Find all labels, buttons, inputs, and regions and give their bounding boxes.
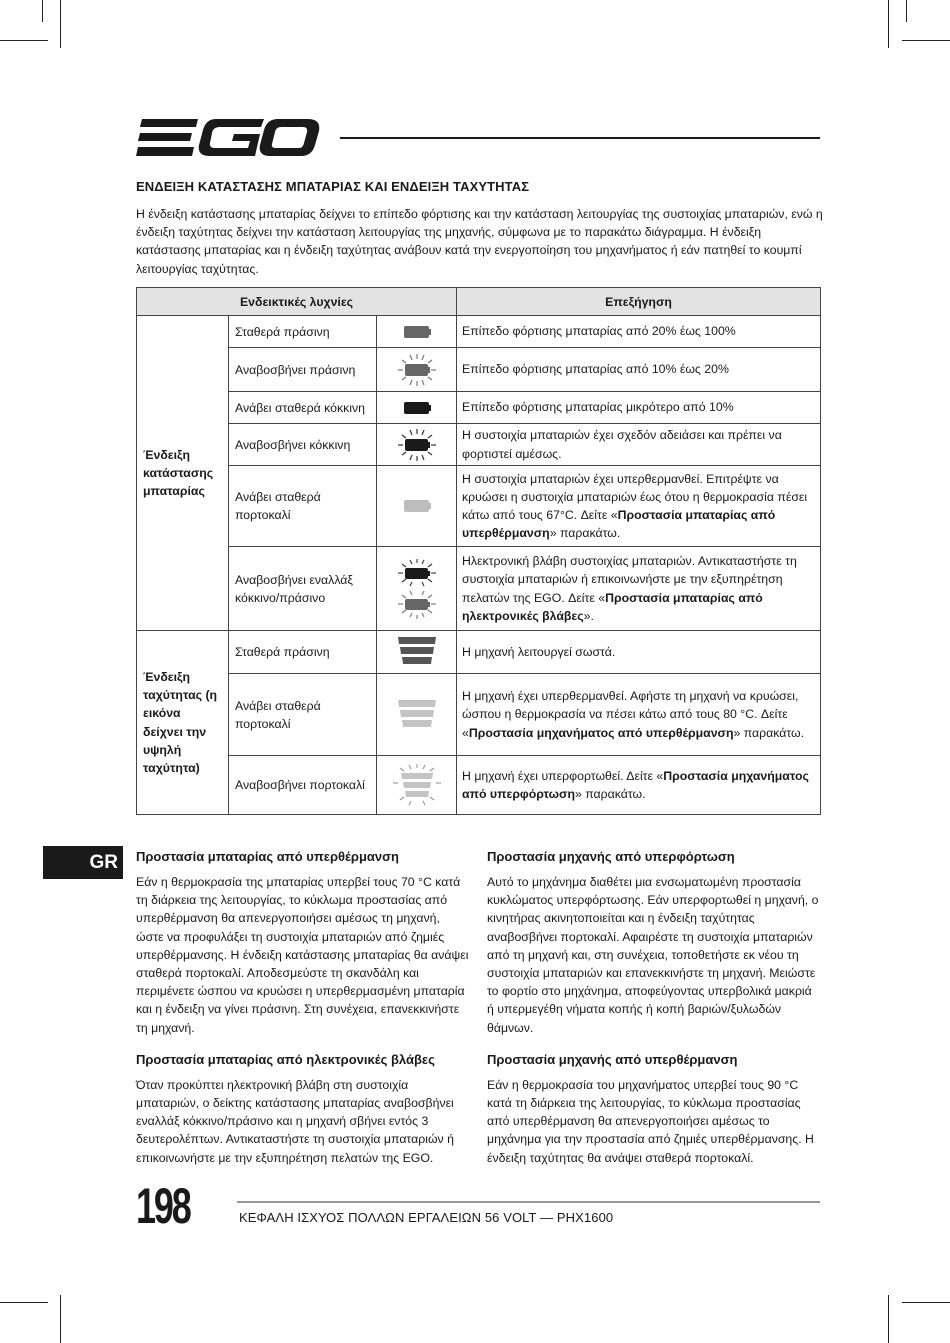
- table-row: [137, 547, 821, 631]
- speed-group-label: Ένδειξη ταχύτητας (η εικόνα δείχνει την υψηλή ταχύτητα): [137, 631, 229, 815]
- machine-overheat-body: Εάν η θερμοκρασία του μηχανήματος υπερβεί τους 90 °C κατά τη διάρκεια της λειτουργίας, το κύκλωμα προστασίας από υπερθέρμανση θα απενεργοποιήσει αμέσως το μηχάνημα για την προστασία από ζημιές υπερθέρμανσης. Η ένδειξη ταχύτητας θα ανάψει σταθερά πορτοκαλί.: [487, 1077, 814, 1165]
- speed-solid-orange-icon: [396, 699, 438, 731]
- battery-electronic-title: Προστασία μπαταρίας από ηλεκτρονικές βλάβες: [136, 1051, 435, 1067]
- crop-mark: [60, 0, 61, 48]
- row-explanation: Επίπεδο φόρτισης μπαταρίας από 10% έως 20%: [457, 348, 821, 392]
- section-title: ΕΝΔΕΙΞΗ ΚΑΤΑΣΤΑΣΗΣ ΜΠΑΤΑΡΙΑΣ ΚΑΙ ΕΝΔΕΙΞΗ ΤΑΧΥΤΗΤΑΣ: [136, 179, 530, 194]
- lamp-label: Ανάβει σταθερά πορτοκαλί: [229, 466, 377, 547]
- row-explanation: Η μηχανή λειτουργεί σωστά.: [457, 631, 821, 674]
- intro-paragraph: Η ένδειξη κατάστασης μπαταρίας δείχνει το επίπεδο φόρτισης και την κατάσταση λειτουργίας της συστοιχίας μπαταριών, ενώ η ένδειξη ταχύτητας δείχνει την κατάσταση λειτουργίας της μηχανής, σύμφωνα με το παρακάτω διάγραμμα. Η ένδειξη κατάστασης μπαταρίας και η ένδειξη ταχύτητας ανάβουν κατά την ενεργοποίηση του μηχανήματος ή εάν πατηθεί το κουμπί λειτουργίας ταχύτητας.: [136, 207, 823, 276]
- table-row: [137, 674, 821, 756]
- table-row: [137, 424, 821, 466]
- table-row: [137, 631, 821, 674]
- battery-group-label: Ένδειξη κατάστασης μπαταρίας: [137, 316, 229, 631]
- machine-overload-body: Αυτό το μηχάνημα διαθέτει μια ενσωματωμένη προστασία κυκλώματος υπερφόρτωσης. Εάν υπερφορτωθεί η μηχανή, ο κινητήρας ακινητοποιείται και η ένδειξη ταχύτητας αναβοσβήνει πορτοκαλί. Αφαιρέστε τη συστοιχία μπαταριών από τη μηχανή και, στη συνέχεια, τοποθετήστε εκ νέου τη συστοιχία μπαταριών και επανεκκινήστε τη μηχανή. Μειώστε το φορτίο στο μηχάνημα, αποφεύγοντας υπερβολικά μακριά ή υπερμεγέθη νήματα κοπής ή κοπή βαριών/ξυλωδών θάμνων.: [487, 875, 819, 1035]
- row-explanation: Επίπεδο φόρτισης μπαταρίας από 20% έως 100%: [457, 316, 821, 348]
- left-column: [136, 848, 470, 1181]
- battery-flashing-red-icon: [396, 428, 438, 462]
- language-tab: GR: [43, 846, 123, 879]
- header-rule: [340, 137, 820, 139]
- battery-electronic-body: Όταν προκύπτει ηλεκτρονική βλάβη στη συστοιχία μπαταριών, ο δείκτης κατάστασης μπαταρίας αναβοσβήνει εναλλάξ κόκκινο/πράσινο και η μηχανή σβήνει εντός 3 δευτερολέπτων. Αντικαταστήστε τη συστοιχία μπαταριών ή επικοινωνήστε με την εξυπηρέτηση πελατών της EGO.: [136, 1077, 454, 1165]
- table-header-row: [137, 288, 821, 316]
- header-lights: Ενδεικτικές λυχνίες: [137, 288, 457, 316]
- crop-mark: [888, 1295, 889, 1343]
- header-explanation: Επεξήγηση: [457, 288, 821, 316]
- lamp-label: Αναβοσβήνει πορτοκαλί: [229, 756, 377, 815]
- crop-mark: [42, 0, 43, 22]
- footer-text: ΚΕΦΑΛΗ ΙΣΧΥΟΣ ΠΟΛΛΩΝ ΕΡΓΑΛΕΙΩΝ 56 VOLT — PHX1600: [239, 1210, 614, 1225]
- lamp-label: Αναβοσβήνει πράσινη: [229, 348, 377, 392]
- machine-overload-title: Προστασία μηχανής από υπερφόρτωση: [487, 849, 735, 864]
- row-explanation: Η μηχανή έχει υπερθερμανθεί. Αφήστε τη μηχανή να κρυώσει, ώσπου η θερμοκρασία να πέσει κάτω από τους 80 °C. Δείτε «Προστασία μηχανήματος από υπερθέρμανση» παρακάτω.: [457, 674, 821, 756]
- lamp-label: Αναβοσβήνει εναλλάξ κόκκινο/πράσινο: [229, 547, 377, 631]
- right-column: [487, 848, 821, 1181]
- battery-solid-green-icon: [402, 324, 432, 340]
- speed-flashing-orange-icon: [392, 763, 442, 807]
- battery-alternating-red-green-icon: [396, 558, 438, 620]
- row-explanation: Επίπεδο φόρτισης μπαταρίας μικρότερο από 10%: [457, 392, 821, 424]
- battery-flashing-green-icon: [396, 353, 438, 387]
- lamp-label: Ανάβει σταθερά πορτοκαλί: [229, 674, 377, 756]
- machine-overheat-title: Προστασία μηχανής από υπερθέρμανση: [487, 1051, 738, 1067]
- battery-solid-red-icon: [402, 400, 432, 416]
- table-row: [137, 392, 821, 424]
- lamp-label: Σταθερά πράσινη: [229, 631, 377, 674]
- row-explanation: Η μηχανή έχει υπερφορτωθεί. Δείτε «Προστασία μηχανήματος από υπερφόρτωση» παρακάτω.: [457, 756, 821, 815]
- lamp-label: Σταθερά πράσινη: [229, 316, 377, 348]
- battery-overheat-body: Εάν η θερμοκρασία της μπαταρίας υπερβεί τους 70 °C κατά τη διάρκεια της λειτουργίας, το κύκλωμα προστασίας από υπερθέρμανση θα απενεργοποιήσει αμέσως τη μηχανή, ώστε να προφυλάξει τη συστοιχία μπαταριών από ζημιές υπερθέρμανσης. Η ένδειξη κατάστασης μπαταρίας θα ανάψει σταθερά πορτοκαλί. Αποδεσμεύστε τη σκανδάλη και περιμένετε ώσπου να κρυώσει η υπερθερμασμένη μπαταρία και η ένδειξη να γίνει πράσινη. Στη συνέχεια, επανεκκινήστε τη μηχανή.: [136, 875, 469, 1035]
- indicator-table: [136, 287, 821, 815]
- table-row: [137, 466, 821, 547]
- battery-solid-orange-icon: [402, 498, 432, 514]
- crop-mark: [60, 1295, 61, 1343]
- crop-mark: [902, 40, 950, 41]
- table-row: [137, 316, 821, 348]
- footer-rule: [237, 1201, 820, 1203]
- crop-mark: [906, 0, 907, 22]
- battery-overheat-title: Προστασία μπαταρίας από υπερθέρμανση: [136, 849, 399, 864]
- speed-solid-green-icon: [396, 636, 438, 668]
- lamp-label: Ανάβει σταθερά κόκκινη: [229, 392, 377, 424]
- page-number: 198: [136, 1178, 190, 1234]
- row-explanation: Η συστοιχία μπαταριών έχει σχεδόν αδειάσει και πρέπει να φορτιστεί αμέσως.: [457, 424, 821, 466]
- crop-mark: [888, 0, 889, 48]
- crop-mark: [902, 1302, 950, 1303]
- row-explanation: Η συστοιχία μπαταριών έχει υπερθερμανθεί. Επιτρέψτε να κρυώσει η συστοιχία μπαταριών έως ότου η θερμοκρασία πέσει κάτω από τους 67°C. Δείτε «Προστασία μπαταρίας από υπερθέρμανση» παρακάτω.: [457, 466, 821, 547]
- lamp-label: Αναβοσβήνει κόκκινη: [229, 424, 377, 466]
- table-row: [137, 348, 821, 392]
- crop-mark: [0, 1302, 48, 1303]
- table-row: [137, 756, 821, 815]
- row-explanation: Ηλεκτρονική βλάβη συστοιχίας μπαταριών. Αντικαταστήστε τη συστοιχία μπαταριών ή επικοινωνήστε με την εξυπηρέτηση πελατών της EGO. Δείτε «Προστασία μπαταρίας από ηλεκτρονικές βλάβες».: [457, 547, 821, 631]
- crop-mark: [0, 40, 48, 41]
- ego-logo: [136, 116, 321, 160]
